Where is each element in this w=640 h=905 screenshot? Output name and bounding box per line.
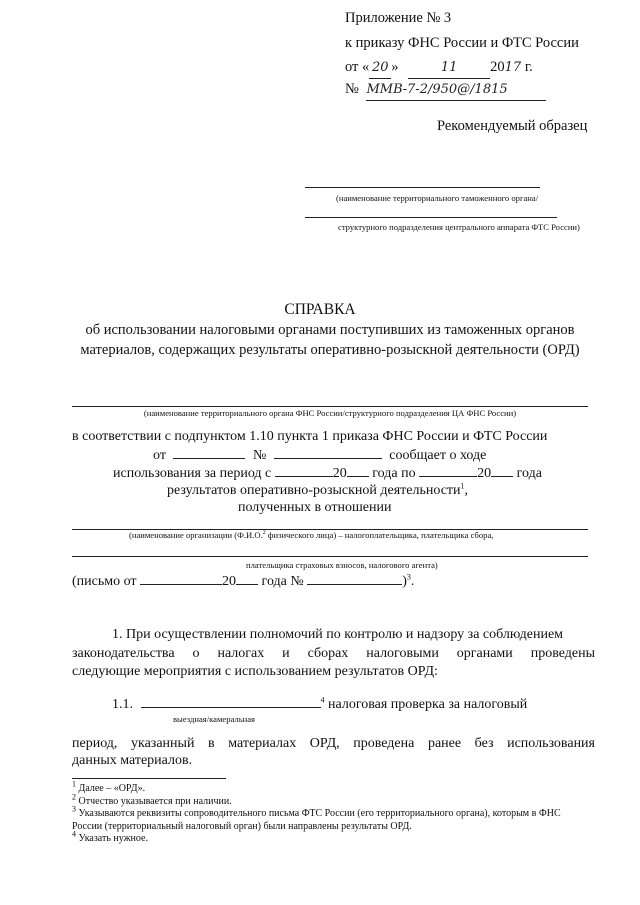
period-to-year-blank xyxy=(491,476,513,477)
addressee-caption-2: структурного подразделения центрального аппарата ФТС России) xyxy=(338,222,580,232)
organization-line-2 xyxy=(72,556,588,557)
order-reference: к приказу ФНС России и ФТС России xyxy=(345,35,579,51)
footnotes xyxy=(72,779,582,846)
recommended-sample: Рекомендуемый образец xyxy=(437,118,588,134)
addressee-line-2 xyxy=(305,217,557,218)
comma: , xyxy=(464,483,469,498)
period-to-century: 20 xyxy=(477,466,492,481)
appendix-label: Приложение № 3 xyxy=(345,10,452,26)
body-line-5: полученных в отношении xyxy=(238,500,392,515)
footnote-4-num: 4 xyxy=(72,829,76,839)
letter-date-blank xyxy=(173,458,245,459)
footnote-2 xyxy=(72,792,582,809)
body-line-2 xyxy=(153,447,486,465)
caption-org2-part-b: ) xyxy=(434,560,438,570)
document-subtitle-2: материалов, содержащих результаты оперативно-розыскной деятельности (ОРД) xyxy=(80,342,580,358)
order-date xyxy=(345,57,533,79)
letter-close: ) xyxy=(402,574,407,589)
footnote-3-num: 3 xyxy=(72,804,76,814)
letter-period: . xyxy=(410,574,415,589)
caption-org1-part-a: (наименование организации (Ф.И.О. xyxy=(129,530,263,540)
footnote-1 xyxy=(72,779,582,796)
period-to-label: года по xyxy=(372,466,416,481)
from-label: от xyxy=(153,448,166,463)
letter-date-field xyxy=(140,584,222,585)
item-1-1-number: 1.1. xyxy=(112,697,133,712)
footnote-2-text: Отчество указывается при наличии. xyxy=(78,795,232,807)
period-to-blank xyxy=(419,476,477,477)
paragraph-2-line-1: период, указанный в материалах ОРД, проведена ранее без использования xyxy=(72,736,595,751)
paragraph-1-line-1: 1. При осуществлении полномочий по контролю и надзору за соблюдением xyxy=(112,627,564,642)
organization-caption-1 xyxy=(129,530,493,540)
date-month: 11 xyxy=(408,57,490,79)
caption-org2-part-a: плательщика страховых взносов, налогового агента xyxy=(246,560,435,570)
document-subtitle-1: об использовании налоговыми органами поступивших из таможенных органов xyxy=(85,322,575,338)
date-year: 17 xyxy=(504,60,522,75)
period-from-year-blank xyxy=(347,476,369,477)
footnote-3-text: Указываются реквизиты сопроводительного письма ФТС России (его территориального органа), которым в ФНС России (территориальный налоговый орган) были направлены результаты ОРД. xyxy=(72,808,561,832)
paragraph-1-line-2: законодательства о налогах и сборах налоговыми органами проведены xyxy=(72,646,595,661)
footnote-ref-4: 4 xyxy=(320,695,325,705)
caption-org1-part-b: физического лица) – налогоплательщика, плательщика сбора, xyxy=(265,530,494,540)
body-line-4 xyxy=(167,482,468,500)
number-label: № xyxy=(252,448,267,463)
footnote-4-text: Указать нужное. xyxy=(78,833,148,844)
footnote-4 xyxy=(72,829,582,846)
letter-reference xyxy=(72,573,414,591)
reports-label: сообщает о ходе xyxy=(389,448,487,463)
footnote-2-num: 2 xyxy=(72,792,76,802)
letter-number-blank xyxy=(274,458,382,459)
period-from-label: использования за период с xyxy=(113,466,272,481)
fns-name-line xyxy=(72,406,588,407)
organization-caption-2 xyxy=(246,560,438,570)
check-type-blank xyxy=(141,707,321,708)
paragraph-2-line-2: данных материалов. xyxy=(72,753,193,768)
item-1-1 xyxy=(112,696,527,714)
footnote-3 xyxy=(72,804,582,833)
document-title: СПРАВКА xyxy=(284,301,356,318)
letter-century: 20 xyxy=(222,574,237,589)
number-value: ММВ-7-2/950@/1815 xyxy=(366,79,546,101)
date-day: 20 xyxy=(369,57,391,79)
body-line-1: в соответствии с подпунктом 1.10 пункта 1 приказа ФНС России и ФТС России xyxy=(72,429,548,444)
letter-number-field xyxy=(307,584,402,585)
letter-year-field xyxy=(236,584,258,585)
check-type-caption: выездная/камеральная xyxy=(173,714,255,724)
footnote-1-text: Далее – «ОРД». xyxy=(78,783,146,794)
letter-number-label: года № xyxy=(261,574,304,589)
footnote-ref-3: 3 xyxy=(406,572,411,582)
period-year-label: года xyxy=(516,466,542,481)
footnote-ref-1: 1 xyxy=(460,481,465,491)
number-prefix: № xyxy=(345,81,359,97)
order-number xyxy=(345,79,546,101)
addressee-caption-1: (наименование территориального таможенного органа/ xyxy=(336,193,539,203)
date-prefix: от « xyxy=(345,59,370,75)
period-from-blank xyxy=(275,476,333,477)
date-suffix: г. xyxy=(524,59,533,75)
date-mid: » xyxy=(391,59,399,75)
footnote-ref-2: 2 xyxy=(262,530,266,537)
fns-name-caption: (наименование территориального органа ФНС России/структурного подразделения ЦА ФНС России) xyxy=(143,408,517,418)
period-from-century: 20 xyxy=(332,466,347,481)
addressee-line-1 xyxy=(305,187,540,188)
item-1-1-text: налоговая проверка за налоговый xyxy=(328,697,528,712)
footnote-separator xyxy=(72,778,226,779)
letter-from-label: (письмо от xyxy=(72,574,137,589)
date-year-prefix: 20 xyxy=(490,59,505,75)
paragraph-1-line-3: следующие мероприятия с использованием результатов ОРД: xyxy=(72,664,438,679)
footnote-1-num: 1 xyxy=(72,779,76,789)
body-line-3 xyxy=(113,465,542,483)
ord-results-text: результатов оперативно-розыскной деятельности xyxy=(167,483,461,498)
